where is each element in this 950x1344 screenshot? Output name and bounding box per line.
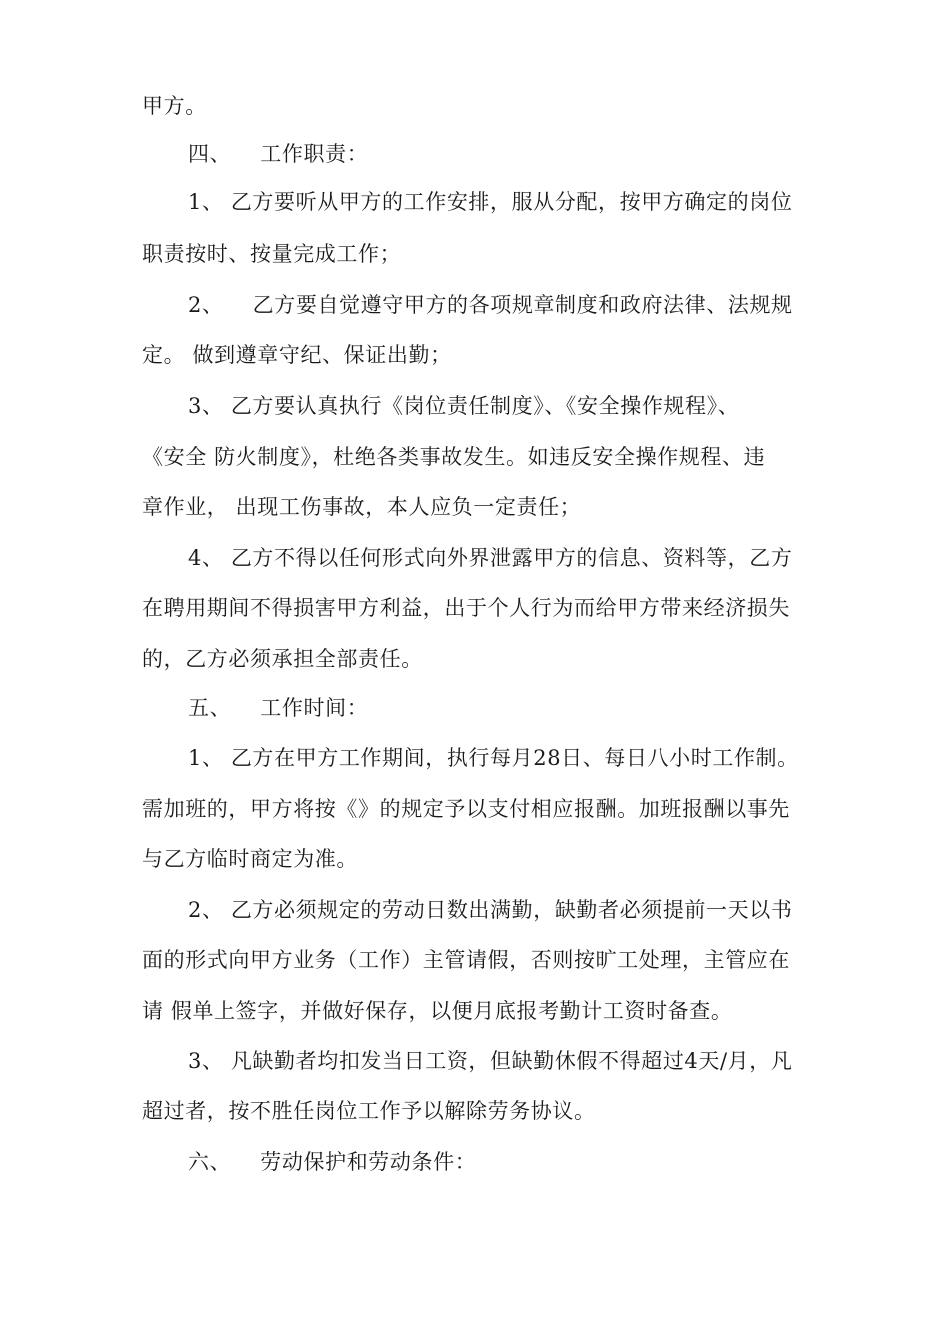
text-line: 2、 乙方必须规定的劳动日数出满勤，缺勤者必须提前一天以书: [188, 898, 793, 922]
text-line: 3、 凡缺勤者均扣发当日工资，但缺勤休假不得超过4天/月，凡: [188, 1049, 793, 1073]
text-line: 《安全 防火制度》，杜绝各类事故发生。如违反安全操作规程、违: [142, 445, 766, 469]
text-line: 在聘用期间不得损害甲方利益，出于个人行为而给甲方带来经济损失: [142, 596, 790, 620]
text-line: 定。 做到遵章守纪、保证出勤；: [142, 343, 452, 367]
section-heading-5: 五、 工作时间：: [188, 696, 369, 720]
text-line: 1、 乙方要听从甲方的工作安排，服从分配，按甲方确定的岗位: [188, 190, 793, 214]
text-line: 职责按时、按量完成工作；: [142, 242, 402, 266]
text-line: 4、 乙方不得以任何形式向外界泄露甲方的信息、资料等，乙方: [188, 546, 793, 570]
text-line: 与乙方临时商定为准。: [142, 847, 358, 871]
text-line: 需加班的，甲方将按《》的规定予以支付相应报酬。加班报酬以事先: [142, 797, 790, 821]
text-line: 面的形式向甲方业务（工作）主管请假，否则按旷工处理，主管应在: [142, 948, 790, 972]
text-line: 的，乙方必须承担全部责任。: [142, 647, 423, 671]
section-heading-4: 四、 工作职责：: [188, 142, 369, 166]
text-line: 甲方。: [142, 94, 207, 118]
text-line: 章作业， 出现工伤事故，本人应负一定责任；: [142, 495, 582, 519]
section-heading-6: 六、 劳动保护和劳动条件：: [188, 1150, 477, 1174]
text-line: 3、 乙方要认真执行《岗位责任制度》、《安全操作规程》、: [188, 394, 740, 418]
text-line: 请 假单上签字，并做好保存，以便月底报考勤计工资时备查。: [142, 999, 733, 1023]
text-line: 2、 乙方要自觉遵守甲方的各项规章制度和政府法律、法规规: [188, 293, 793, 317]
text-line: 超过者，按不胜任岗位工作予以解除劳务协议。: [142, 1099, 596, 1123]
text-line: 1、 乙方在甲方工作期间，执行每月28日、每日八小时工作制。: [188, 746, 799, 770]
